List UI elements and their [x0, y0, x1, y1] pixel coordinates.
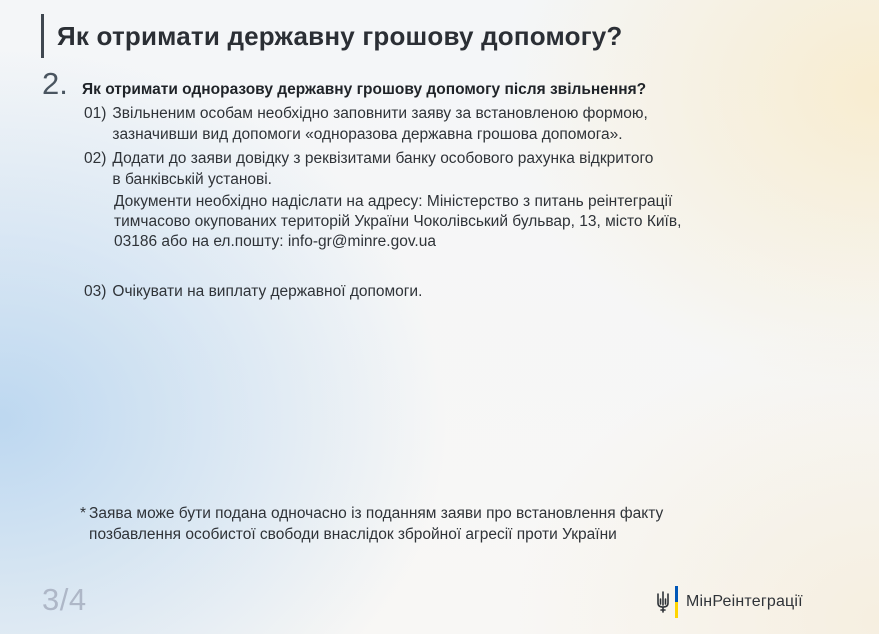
step-text: Звільненим особам необхідно заповнити заяву за встановленою формою, зазначивши вид допомоги «одноразова державна грошова допомога». — [112, 105, 648, 143]
step-number: 01) — [84, 105, 107, 122]
flag-bar — [675, 586, 678, 618]
step-number: 03) — [84, 283, 107, 300]
title-bar — [41, 14, 622, 58]
step-item-03 — [84, 281, 844, 302]
section-number: 2. — [42, 66, 68, 101]
step-item-02 — [84, 148, 844, 190]
footnote-mark: * — [80, 505, 87, 522]
section-title: Як отримати одноразову державну грошову допомогу після звільнення? — [82, 81, 647, 98]
step-text: Очікувати на виплату державної допомоги. — [112, 283, 423, 300]
page-title: Як отримати державну грошову допомогу? — [57, 20, 623, 51]
step-item-01 — [84, 103, 844, 145]
steps-list — [84, 103, 844, 302]
logo-text: МінРеінтеграції — [686, 593, 803, 610]
footnote-text: Заява може бути подана одночасно із поданням заяви про встановлення факту позбавлення особистої свободи внаслідок збройної агресії проти України — [89, 505, 664, 543]
footnote — [80, 503, 663, 545]
page-number: 3/4 — [42, 582, 87, 617]
step-text: Додати до заяви довідку з реквізитами банку особового рахунка відкритого в банківській установі. — [112, 150, 654, 188]
address-note: Документи необхідно надіслати на адресу: Міністерство з питань реінтеграції тимчасово окупованих територій України Чоколівський бульвар, 13, місто Київ, 03186 або на ел.пошту: info-gr@minre.gov.ua — [114, 193, 682, 250]
step-number: 02) — [84, 150, 107, 167]
trident-icon — [656, 591, 670, 613]
ministry-logo — [656, 584, 803, 620]
